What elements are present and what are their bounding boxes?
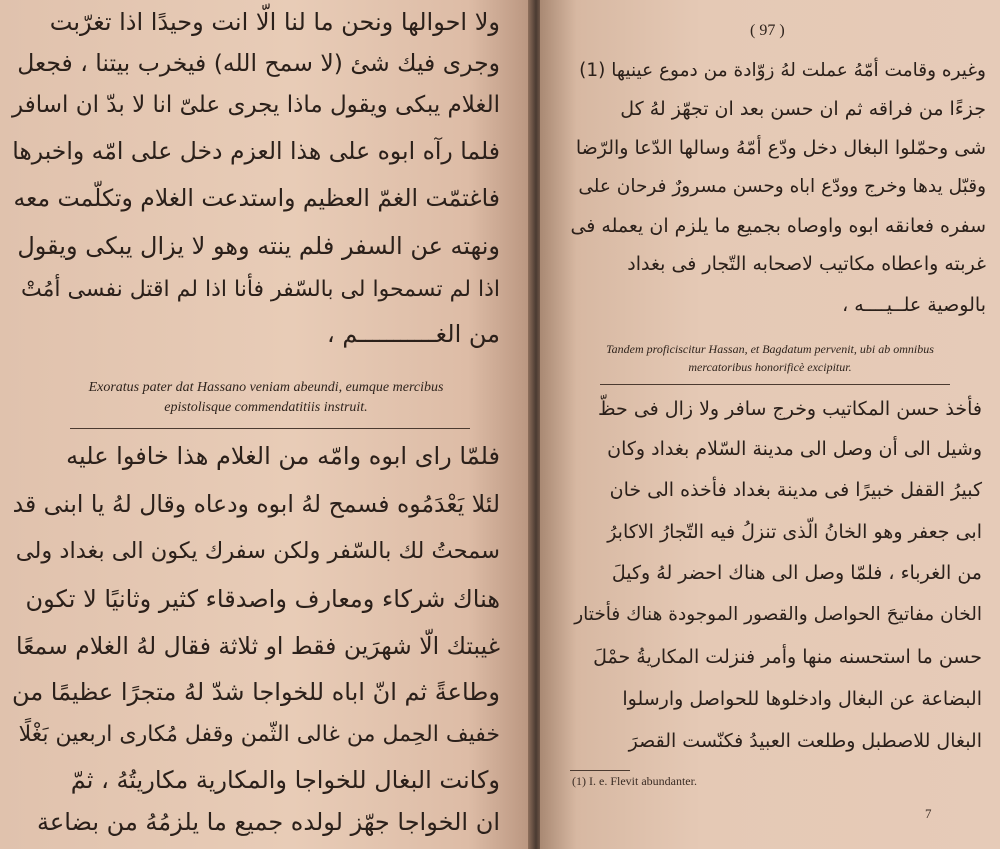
latin-caption-line: Exoratus pater dat Hassano veniam abeundi, eumque mercibus (88, 380, 444, 395)
text-line: وغيره وقامت أمّهُ عملت لهُ زوّادة من دموع عينيها (1) (579, 60, 986, 81)
text-line: وكانت البغال للخواجا والمكارية مكاريتُهُ ، ثمّ (70, 766, 500, 794)
text-line: اذا لم تسمحوا لى بالسّفر فأنا اذا لم اقتل نفسى أمُتْ (21, 277, 500, 302)
text-line: وقبّل يدها وخرج وودّع اباه وحسن مسرورٌ فرحان على (578, 176, 986, 197)
text-line: ان الخواجا جهّز لولده جميع ما يلزمُهُ من بضاعة (37, 808, 500, 836)
section-divider (600, 384, 950, 385)
text-line: الخان مفاتيحَ الحواصل والقصور الموجودة هناك فأختار (574, 604, 982, 625)
text-line: حسن ما استحسنه منها وأمر فنزلت المكاريةُ حمْلَ (593, 646, 982, 668)
signature-mark: 7 (925, 806, 932, 821)
page-number: ( 97 ) (750, 22, 785, 39)
text-line: من الغرباء ، فلمّا وصل الى هناك احضر لهُ وكيلَ (611, 562, 982, 584)
right-page (540, 0, 1000, 849)
text-line: غيبتك الّا شهرَين فقط او ثلاثة فقال لهُ الغلام سمعًا (16, 632, 500, 660)
text-line: ابى جعفر وهو الخانُ الّذى تنزلُ فيه التّجارُ الاكابرُ (607, 521, 982, 543)
latin-caption-line: mercatoribus honorificè excipitur. (688, 360, 852, 374)
latin-caption-line: Tandem proficiscitur Hassan, et Bagdatum pervenit, ubi ab omnibus (606, 342, 934, 356)
text-line: هناك شركاء ومعارف واصدقاء كثير وثانيًا لا تكون (25, 585, 500, 613)
text-line: فلمّا راى ابوه وامّه من الغلام هذا خافوا عليه (66, 442, 500, 470)
text-line: جزءًا من فراقه ثم ان حسن بعد ان تجهّز لهُ كل (620, 98, 986, 120)
text-line: سمحتُ لك بالسّفر ولكن سفرك يكون الى بغداد ولى (15, 538, 500, 564)
text-line: وطاعةً ثم انّ اباه للخواجا شدّ لهُ متجرًا عظيمًا من (12, 678, 500, 706)
footnote: (1) I. e. Flevit abundanter. (572, 774, 697, 788)
text-line: ونهته عن السفر فلم ينته وهو لا يزال يبكى ويقول (17, 232, 500, 260)
text-line: غربته واعطاه مكاتيب لاصحابه التّجار فى بغداد (627, 253, 986, 275)
text-line: كبيرُ القفل خبيرًا فى مدينة بغداد فأخذه الى خان (609, 479, 982, 501)
section-divider (70, 428, 470, 429)
text-line: ولا احوالها ونحن ما لنا الّا انت وحيدًا اذا تغرّبت (49, 8, 500, 36)
text-line: وجرى فيك شئ (لا سمح الله) فيخرب بيتنا ، فجعل (17, 49, 500, 77)
text-line: البغال للاصطبل وطلعت العبيدُ فكنّست القصرَ (628, 730, 982, 752)
text-line: فأخذ حسن المكاتيب وخرج سافر ولا زال فى حظّ (598, 398, 982, 420)
text-line: خفيف الحِمل من غالى الثّمن وقفل مُكارى اربعين بَغْلًا (18, 722, 500, 747)
text-line: من الغـــــــــــم ، (326, 320, 500, 348)
text-line: فلما رآه ابوه على هذا العزم دخل على امّه واخبرها (12, 137, 500, 165)
text-line: البضاعة عن البغال وادخلوها للحواصل وارسلوا (622, 688, 982, 710)
text-line: لئلا يَعْدَمُوه فسمح لهُ ابوه ودعاه وقال لهُ يا ابنى قد (12, 490, 500, 518)
latin-caption-line: epistolisque commendatitiis instruit. (164, 400, 368, 415)
text-line: وشيل الى أن وصل الى مدينة السّلام بغداد وكان (607, 438, 982, 460)
text-line: سفره فعانقه ابوه واوصاه بجميع ما يلزم ان يعمله فى (570, 215, 986, 237)
footnote-rule (570, 770, 630, 771)
text-line: شى وحمّلوا البغال دخل ودّع أمّهُ وسالها الدّعا والرّضا (575, 137, 986, 159)
text-line: فاغتمّت الغمّ العظيم واستدعت الغلام وتكلّمت معه (13, 184, 500, 212)
text-line: بالوصية علــيــــه ، (842, 294, 986, 316)
text-line: الغلام يبكى ويقول ماذا يجرى علىّ انا لا بدّ ان اسافر (12, 92, 500, 118)
